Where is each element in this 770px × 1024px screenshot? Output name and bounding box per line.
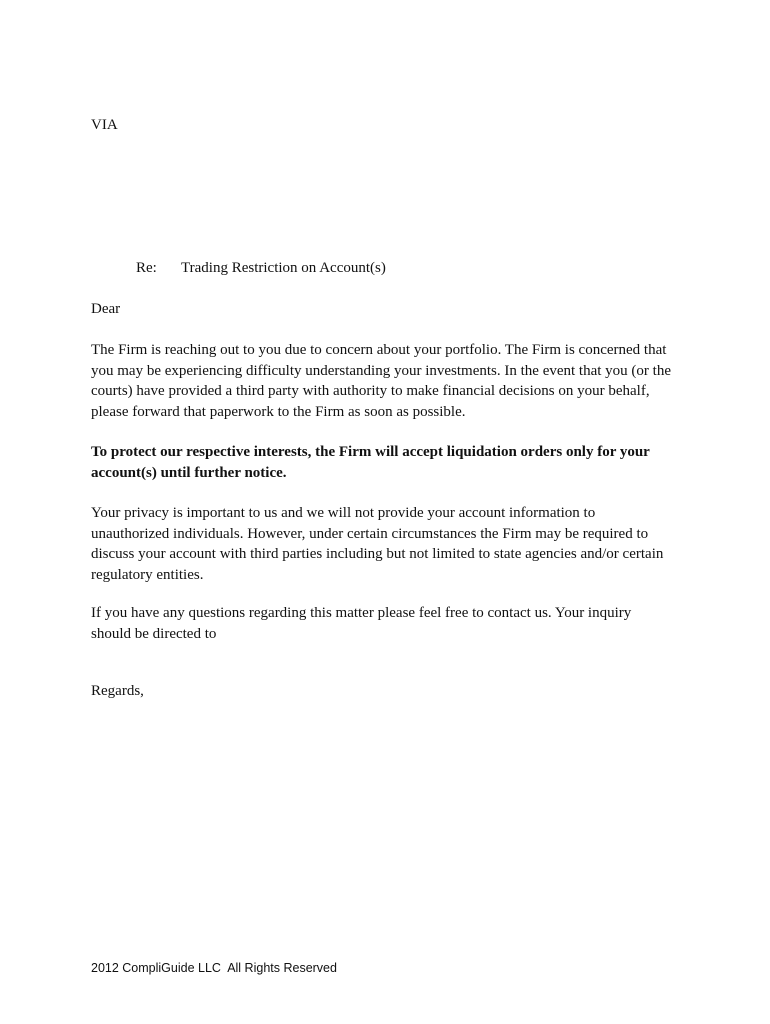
subject-line: Trading Restriction on Account(s) <box>181 260 386 276</box>
paragraph-line: regulatory entities. <box>91 566 204 583</box>
closing: Regards, <box>91 683 144 699</box>
paragraph-line: Your privacy is important to us and we will not provide your account information to <box>91 505 596 521</box>
delivery-method-label: VIA <box>91 117 118 133</box>
paragraph-line: should be directed to <box>91 625 217 642</box>
paragraph-line: please forward that paperwork to the Firm as soon as possible. <box>91 403 466 420</box>
salutation: Dear <box>91 301 121 317</box>
copyright-footer: 2012 CompliGuide LLC All Rights Reserved <box>91 961 337 975</box>
paragraph-line: The Firm is reaching out to you due to concern about your portfolio. The Firm is concerned that <box>91 342 667 358</box>
subject-prefix: Re: <box>136 260 157 276</box>
paragraph-line: If you have any questions regarding this matter please feel free to contact us. Your inquiry <box>91 605 632 621</box>
paragraph-privacy <box>91 503 691 585</box>
paragraph-portfolio-concern <box>91 340 691 422</box>
paragraph-line: account(s) until further notice. <box>91 464 287 481</box>
paragraph-line: courts) have provided a third party with authority to make financial decisions on your behalf, <box>91 383 650 399</box>
paragraph-line: you may be experiencing difficulty understanding your investments. In the event that you (or the <box>91 362 671 379</box>
paragraph-line: To protect our respective interests, the Firm will accept liquidation orders only for your <box>91 444 650 460</box>
paragraph-line: discuss your account with third parties including but not limited to state agencies and/or certain <box>91 546 664 562</box>
paragraph-contact <box>91 603 691 644</box>
paragraph-liquidation-notice <box>91 442 691 483</box>
paragraph-line: unauthorized individuals. However, under certain circumstances the Firm may be required to <box>91 525 649 542</box>
